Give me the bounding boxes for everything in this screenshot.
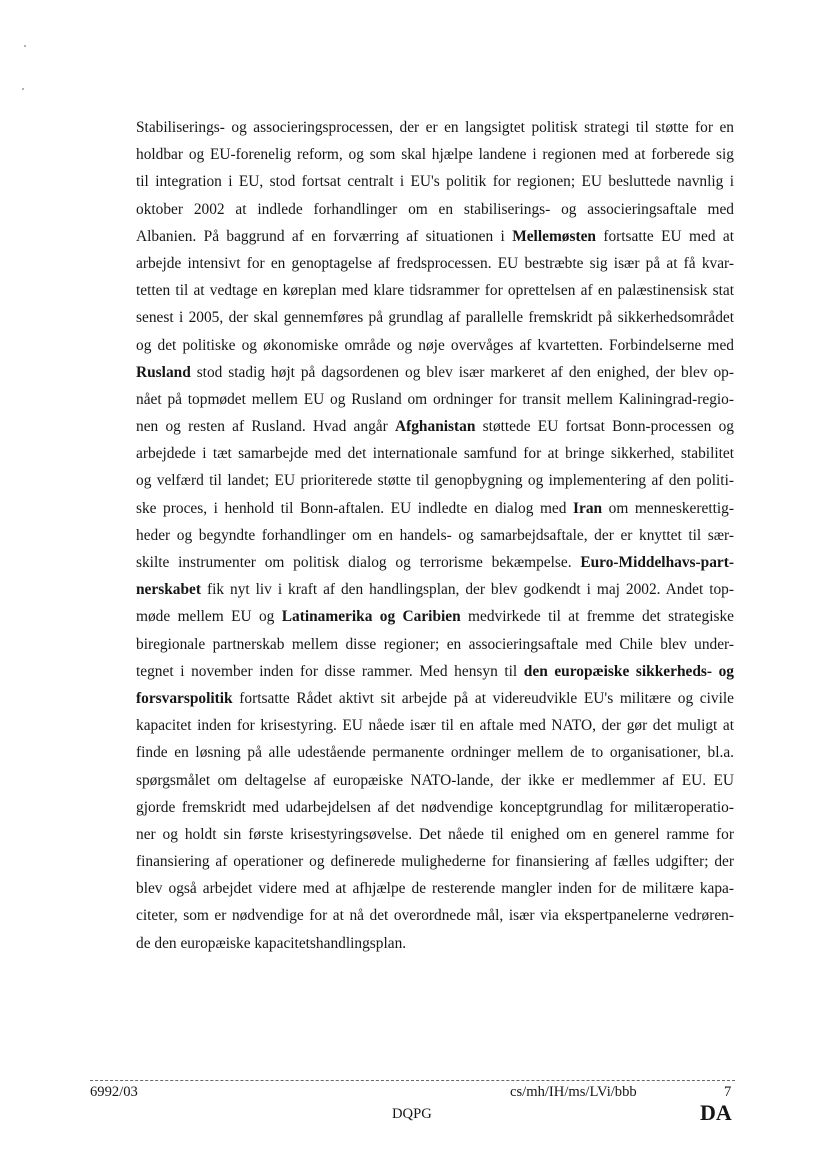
body-paragraph — [136, 114, 734, 957]
bold-term: Afghanistan — [395, 418, 476, 436]
text-run: og det politiske og økonomiske område og nøje overvåges af kvartetten. Forbindelserne med — [136, 336, 734, 354]
text-run: ner og holdt sin første krisestyringsøvelse. Det nåede til enighed om en generel ramme for — [136, 825, 734, 843]
text-line — [136, 467, 734, 494]
text-line — [136, 767, 734, 794]
bold-term: Rusland — [136, 363, 191, 381]
text-line — [136, 386, 734, 413]
text-line — [136, 603, 734, 630]
text-run: kapacitet inden for krisestyring. EU nåede især til en aftale med NATO, der gør det muligt at — [136, 717, 734, 735]
text-run: finde en løsning på alle udestående permanente ordninger mellem de to organisationer, bl.a. — [136, 744, 734, 762]
text-run: senest i 2005, der skal gennemføres på grundlag af parallelle fremskridt på sikkerhedsområdet — [136, 309, 734, 327]
text-line — [136, 440, 734, 467]
text-line — [136, 141, 734, 168]
text-line — [136, 114, 734, 141]
text-run: nen og resten af Rusland. Hvad angår — [136, 418, 395, 436]
bold-term: Euro-Middelhavs-part- — [580, 554, 734, 571]
text-line — [136, 196, 734, 223]
bold-term: forsvarspolitik — [136, 689, 233, 707]
author-initials: cs/mh/IH/ms/LVi/bbb — [510, 1084, 637, 1100]
text-run: de den europæiske kapacitetshandlingsplan. — [136, 934, 407, 952]
text-line — [136, 223, 734, 250]
directorate-code: DQPG — [392, 1106, 432, 1122]
bold-term: Iran — [573, 499, 603, 517]
bold-term: den europæiske sikkerheds- og — [523, 662, 735, 680]
text-line — [136, 304, 734, 331]
text-run: og velfærd til landet; EU prioriterede støtte til genopbygning og implementering af den politi- — [136, 472, 734, 490]
scan-speck — [24, 45, 26, 47]
text-line — [136, 277, 734, 304]
text-line — [136, 794, 734, 821]
language-code: DA — [700, 1100, 732, 1125]
text-run: fik nyt liv i kraft af den handlingsplan, der blev godkendt i maj 2002. Andet top- — [200, 581, 734, 599]
text-run: til integration i EU, stod fortsat centralt i EU's politik for regionen; EU besluttede navnlig i — [136, 173, 734, 191]
text-run: spørgsmålet om deltagelse af europæiske NATO-lande, der ikke er medlemmer af EU. EU — [136, 771, 734, 789]
text-run: heder og begyndte forhandlinger om en handels- og samarbejdsaftale, der er knyttet til sær- — [136, 526, 734, 544]
text-run: stod stadig højt på dagsordenen og blev især markeret af den enighed, der blev op- — [190, 363, 734, 381]
text-run: holdbar og EU-forenelig reform, og som skal hjælpe landene i regionen med at forberede sig — [136, 146, 734, 164]
text-run: tegnet i november inden for disse rammer. Med hensyn til — [136, 662, 524, 680]
text-run: fortsatte EU med at — [595, 227, 734, 245]
text-line — [136, 332, 734, 359]
text-line — [136, 712, 734, 739]
text-run: arbejde intensivt for en genoptagelse af fredsprocessen. EU bestræbte sig især på at få kvar- — [136, 254, 734, 272]
text-run: tetten til at vedtage en køreplan med klare tidsrammer for oprettelsen af en palæstinensisk stat — [136, 282, 734, 300]
bold-term: Latinamerika og Caribien — [281, 608, 461, 626]
text-run: nået på topmødet mellem EU og Rusland om ordninger for transit mellem Kaliningrad-regio- — [136, 390, 734, 408]
text-run: fortsatte Rådet aktivt sit arbejde på at videreudvikle EU's militære og civile — [232, 689, 734, 707]
text-run: citeter, som er nødvendige for at nå det overordnede mål, især via ekspertpanelerne vedrøren- — [136, 907, 734, 925]
text-run: Albanien. På baggrund af en forværring af situationen i — [136, 227, 513, 245]
text-run: biregionale partnerskab mellem disse regioner; en associeringsaftale med Chile blev under- — [136, 635, 734, 653]
text-line — [136, 168, 734, 195]
text-line — [136, 902, 734, 929]
text-run: skilte instrumenter om politisk dialog og terrorisme bekæmpelse. — [136, 554, 581, 571]
text-run: møde mellem EU og — [136, 608, 282, 626]
text-line — [136, 930, 734, 957]
text-line — [136, 413, 734, 440]
text-run: om menneskerettig- — [602, 499, 734, 517]
text-run: finansiering af operationer og definerede mulighederne for finansiering af fælles udgifter; der — [136, 853, 734, 871]
bold-term: Mellemøsten — [512, 227, 596, 245]
text-line — [136, 821, 734, 848]
text-line — [136, 495, 734, 522]
bold-term: nerskabet — [136, 581, 201, 599]
text-run: oktober 2002 at indlede forhandlinger om en stabiliserings- og associeringsaftale med — [136, 200, 734, 218]
document-number: 6992/03 — [90, 1084, 138, 1100]
text-run: Stabiliserings- og associeringsprocessen, der er en langsigtet politisk strategi til støtte for en — [136, 119, 734, 136]
text-run: medvirkede til at fremme det strategiske — [460, 608, 734, 626]
text-line — [136, 250, 734, 277]
text-line — [136, 549, 734, 576]
text-line — [136, 875, 734, 902]
text-line — [136, 658, 734, 685]
text-run: blev også arbejdet videre med at afhjælpe de resterende mangler inden for de militære kapa- — [136, 880, 734, 898]
text-line — [136, 685, 734, 712]
text-run: arbejdede i tæt samarbejde med det internationale samfund for at bringe sikkerhed, stabilitet — [136, 445, 734, 463]
text-line — [136, 522, 734, 549]
text-run: gjorde fremskridt med udarbejdelsen af det nødvendige konceptgrundlag for militæroperatio- — [136, 798, 734, 816]
text-run: ske proces, i henhold til Bonn-aftalen. EU indledte en dialog med — [136, 499, 573, 517]
text-line — [136, 631, 734, 658]
text-line — [136, 359, 734, 386]
text-line — [136, 576, 734, 603]
page-number: 7 — [724, 1084, 732, 1100]
text-line — [136, 848, 734, 875]
text-line — [136, 739, 734, 766]
footer-divider — [90, 1080, 735, 1081]
scan-speck — [22, 88, 24, 90]
text-run: støttede EU fortsat Bonn-processen og — [475, 418, 734, 436]
